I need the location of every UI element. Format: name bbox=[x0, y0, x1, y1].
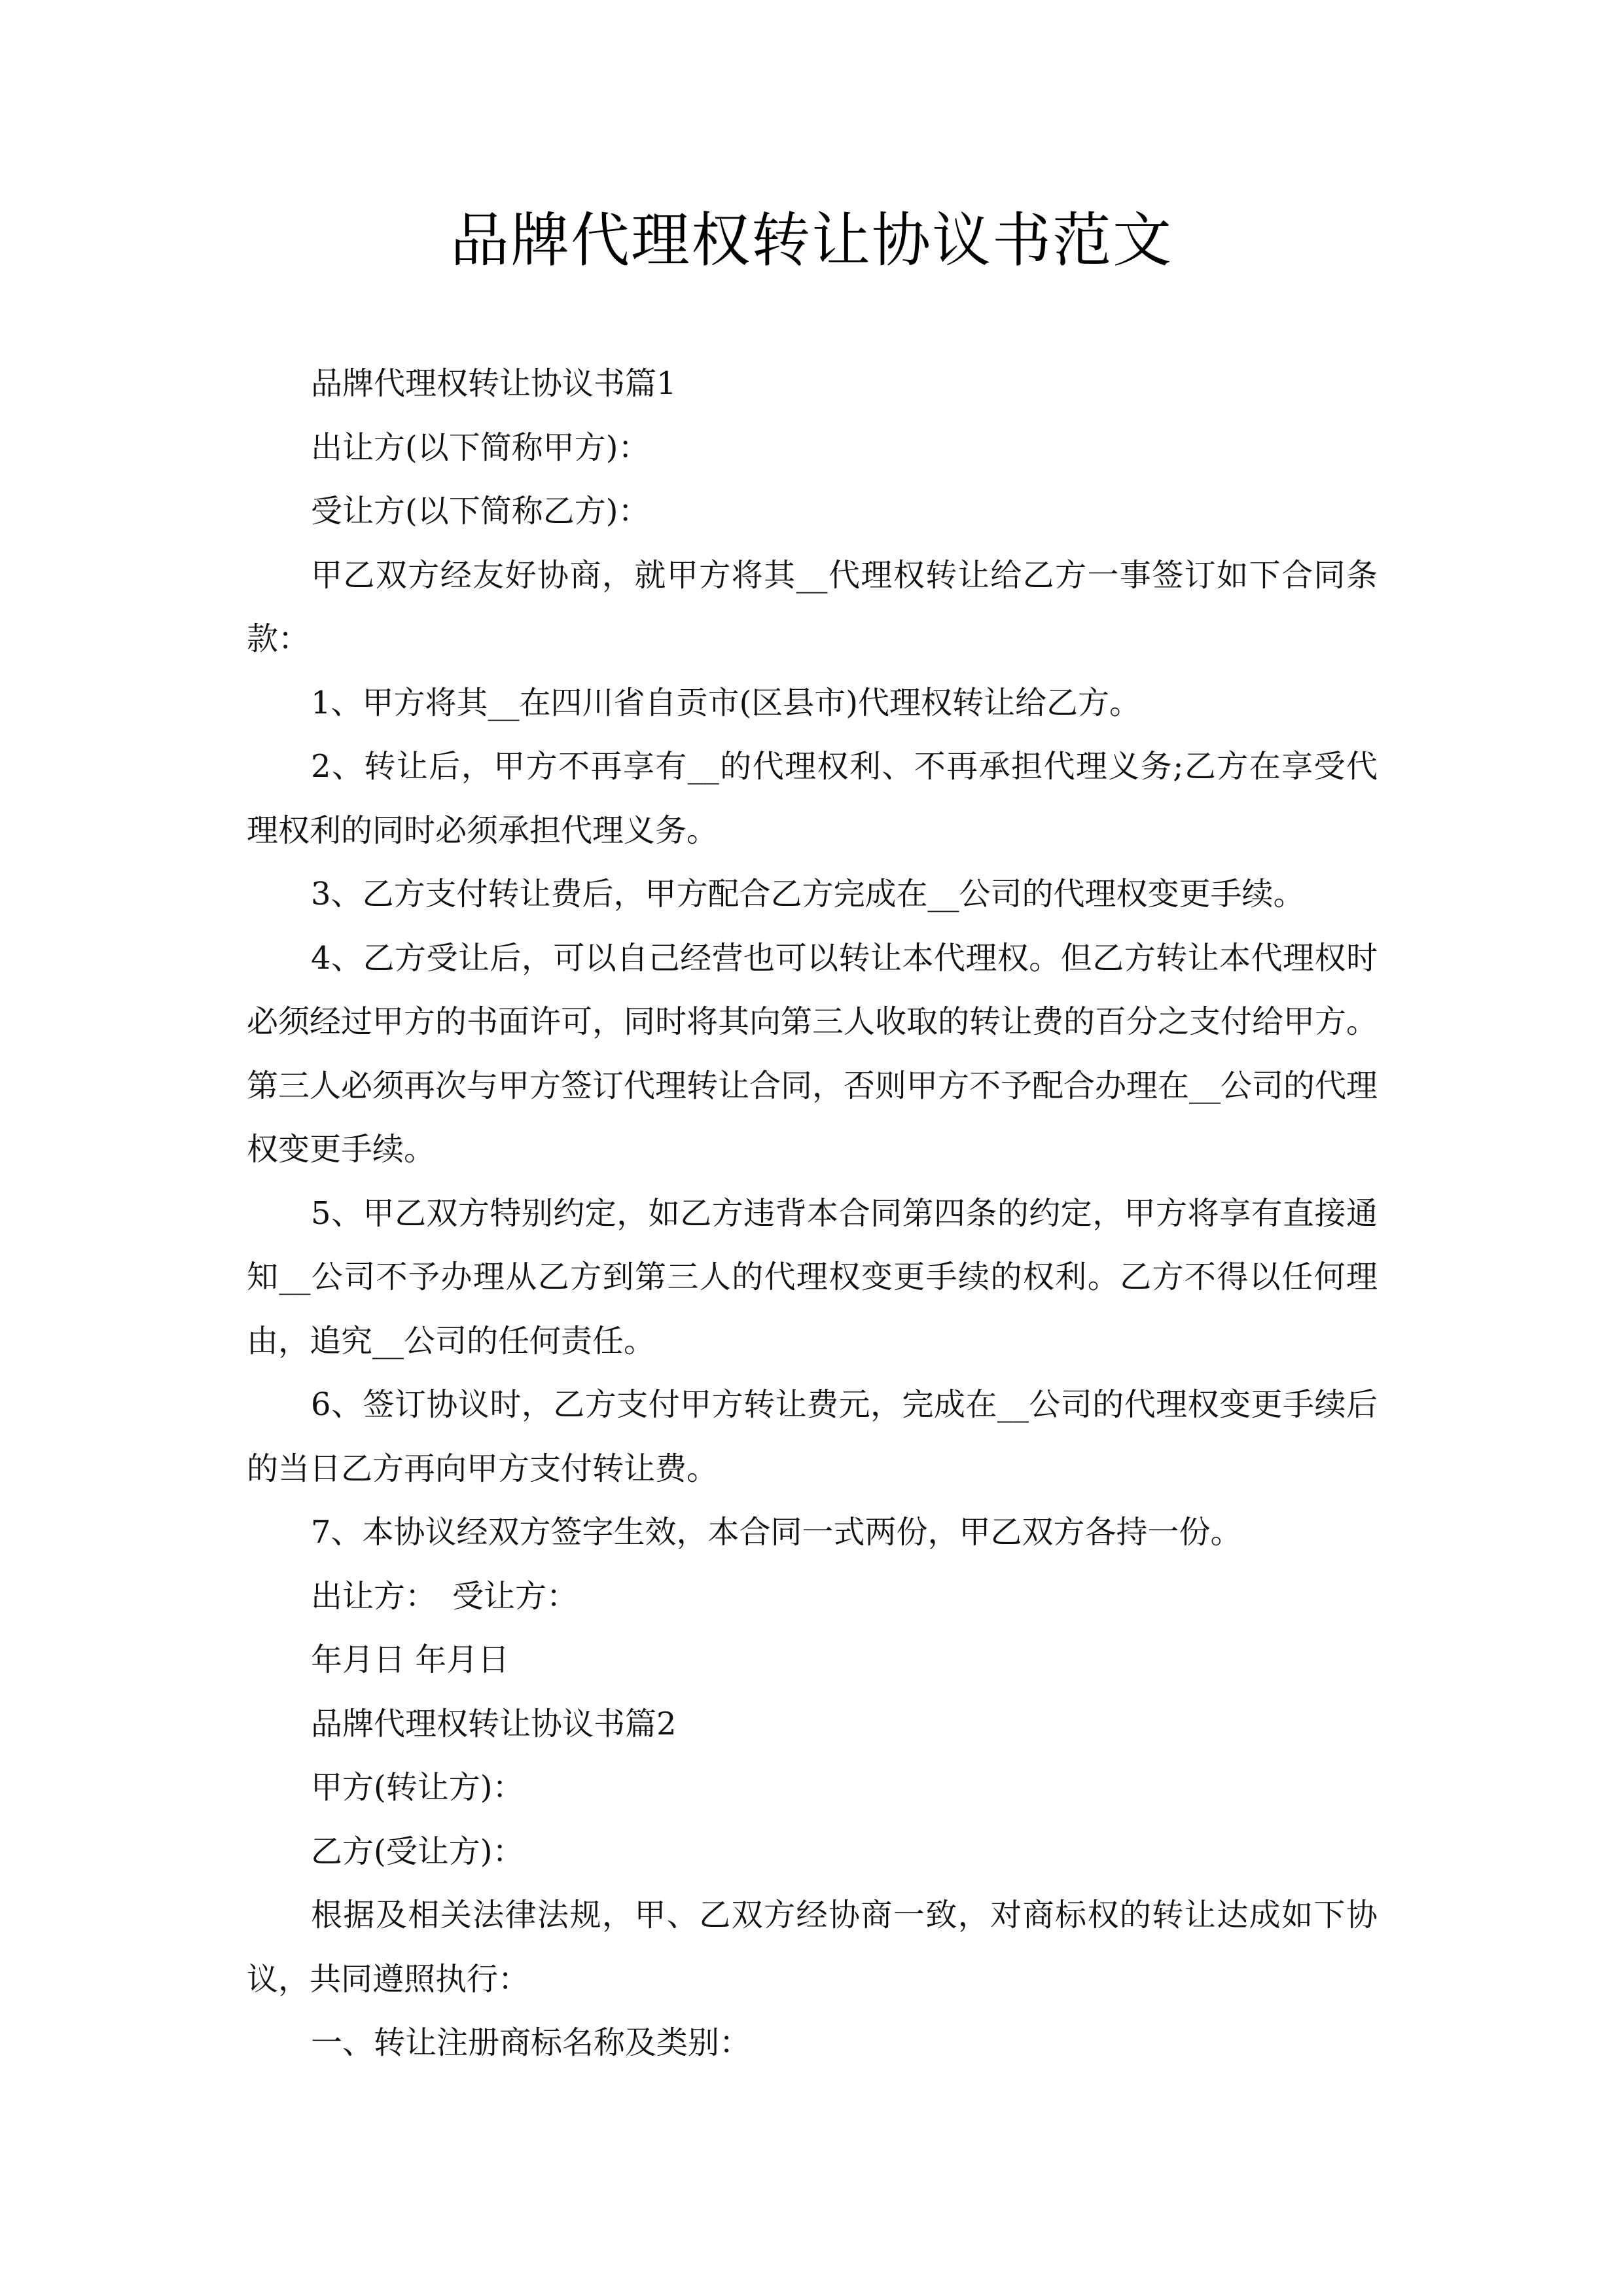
transferee-line: 受让方(以下简称乙方)： bbox=[311, 493, 650, 529]
document-body bbox=[247, 352, 1378, 2075]
party-b-line: 乙方(受让方)： bbox=[311, 1833, 524, 1870]
clause-2: 2、转让后，甲方不再享有__的代理权利、不再承担代理义务;乙方在享受代理权利的同时必须承担代理义务。 bbox=[247, 748, 1378, 849]
clause-1: 1、甲方将其__在四川省自贡市(区县市)代理权转让给乙方。 bbox=[311, 684, 1141, 721]
party-a-line: 甲方(转让方)： bbox=[311, 1769, 524, 1806]
clause-5: 5、甲乙双方特别约定，如乙方违背本合同第四条的约定，甲方将享有直接通知__公司不予办理从乙方到第三人的代理权变更手续的权利。乙方不得以任何理由，追究__公司的任何责任。 bbox=[247, 1194, 1378, 1359]
preamble-paragraph: 甲乙双方经友好协商，就甲方将其__代理权转让给乙方一事签订如下合同条款： bbox=[247, 556, 1378, 657]
basis-paragraph: 根据及相关法律法规，甲、乙双方经协商一致，对商标权的转让达成如下协议，共同遵照执行： bbox=[247, 1897, 1378, 1998]
clause-6: 6、签订协议时，乙方支付甲方转让费元，完成在__公司的代理权变更手续后的当日乙方再向甲方支付转让费。 bbox=[247, 1386, 1378, 1487]
transferor-line: 出让方(以下简称甲方)： bbox=[311, 429, 650, 466]
date-line: 年月日 年月日 bbox=[311, 1641, 510, 1678]
signature-line: 出让方： 受让方： bbox=[311, 1577, 579, 1615]
section-heading-1: 品牌代理权转让协议书篇1 bbox=[311, 365, 677, 402]
section-heading-2: 品牌代理权转让协议书篇2 bbox=[311, 1705, 677, 1742]
document-title: 品牌代理权转让协议书范文 bbox=[450, 206, 1173, 275]
article-1-heading: 一、转让注册商标名称及类别： bbox=[311, 2024, 751, 2061]
clause-3: 3、乙方支付转让费后，甲方配合乙方完成在__公司的代理权变更手续。 bbox=[311, 876, 1305, 912]
clause-4: 4、乙方受让后，可以自己经营也可以转让本代理权。但乙方转让本代理权时必须经过甲方的书面许可，同时将其向第三人收取的转让费的百分之支付给甲方。第三人必须再次与甲方签订代理转让合同，否则甲方不予配合办理在__公司的代理权变更手续。 bbox=[247, 939, 1378, 1168]
clause-7: 7、本协议经双方签字生效，本合同一式两份，甲乙双方各持一份。 bbox=[311, 1514, 1242, 1551]
